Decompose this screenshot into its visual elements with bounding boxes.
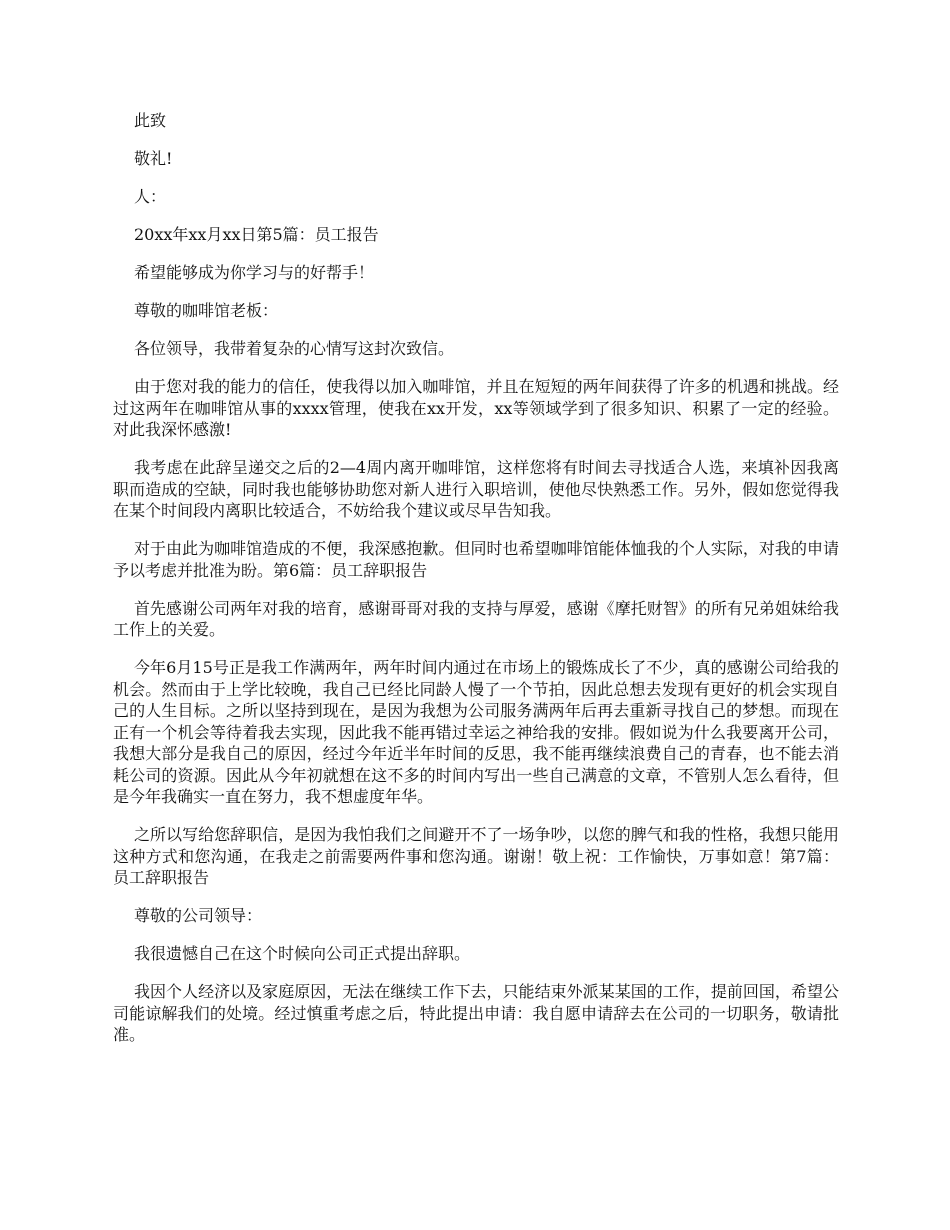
paragraph: 各位领导，我带着复杂的心情写这封次致信。 bbox=[134, 339, 455, 358]
paragraph: 首先感谢公司两年对我的培育，感谢哥哥对我的支持与厚爱，感谢《摩托财智》的所有兄弟姐妹给我工作上的关爱。 bbox=[113, 598, 839, 639]
paragraph: 我因个人经济以及家庭原因，无法在继续工作下去，只能结束外派某某国的工作，提前回国，希望公司能谅解我们的处境。经过慎重考虑之后，特此提出申请：我自愿申请辞去在公司的一切职务，敬请批准。 bbox=[113, 982, 839, 1044]
greeting: 尊敬的咖啡馆老板： bbox=[134, 301, 279, 320]
greeting: 尊敬的公司领导： bbox=[134, 906, 263, 925]
closing-regards: 敬礼! bbox=[134, 149, 173, 168]
signature-line: 人： bbox=[134, 187, 167, 206]
paragraph: 希望能够成为你学习与的好帮手！ bbox=[134, 263, 375, 282]
paragraph: 由于您对我的能力的信任，使我得以加入咖啡馆，并且在短短的两年间获得了许多的机遇和挑战。经过这两年在咖啡馆从事的xxxx管理，使我在xx开发，xx等领域学到了很多知识、积累了一定的经验。对此我深怀感激! bbox=[113, 377, 839, 439]
paragraph: 之所以写给您辞职信，是因为我怕我们之间避开不了一场争吵，以您的脾气和我的性格，我想只能用这种方式和您沟通，在我走之前需要两件事和您沟通。谢谢！敬上祝：工作愉快，万事如意！第7篇：员工辞职报告 bbox=[113, 825, 839, 887]
paragraph: 对于由此为咖啡馆造成的不便，我深感抱歉。但同时也希望咖啡馆能体恤我的个人实际，对我的申请予以考虑并批准为盼。第6篇：员工辞职报告 bbox=[113, 539, 839, 580]
paragraph: 今年6月15号正是我工作满两年，两年时间内通过在市场上的锻炼成长了不少，真的感谢公司给我的机会。然而由于上学比较晚，我自己已经比同龄人慢了一个节拍，因此总想去发现有更好的机会实现自己的人生目标。之所以坚持到现在，是因为我想为公司服务满两年后再去重新寻找自己的梦想。而现在正有一个机会等待着我去实现，因此我不能再错过幸运之神给我的安排。假如说为什么我要离开公司，我想大部分是我自己的原因，经过今年近半年时间的反思，我不能再继续浪费自己的青春，也不能去消耗公司的资源。因此从今年初就想在这不多的时间内写出一些自己满意的文章，不管别人怎么看待，但是今年我确实一直在努力，我不想虚度年华。 bbox=[113, 658, 839, 806]
closing-salutation: 此致 bbox=[134, 111, 167, 130]
document-body bbox=[113, 110, 839, 1062]
paragraph: 我很遗憾自己在这个时候向公司正式提出辞职。 bbox=[134, 944, 471, 963]
paragraph: 我考虑在此辞呈递交之后的2—4周内离开咖啡馆，这样您将有时间去寻找适合人选，来填补因我离职而造成的空缺，同时我也能够协助您对新人进行入职培训，使他尽快熟悉工作。另外，假如您觉得我在某个时间段内离职比较适合，不妨给我个建议或尽早告知我。 bbox=[113, 458, 839, 520]
date-and-section-heading: 20xx年xx月xx日第5篇：员工报告 bbox=[134, 225, 379, 244]
